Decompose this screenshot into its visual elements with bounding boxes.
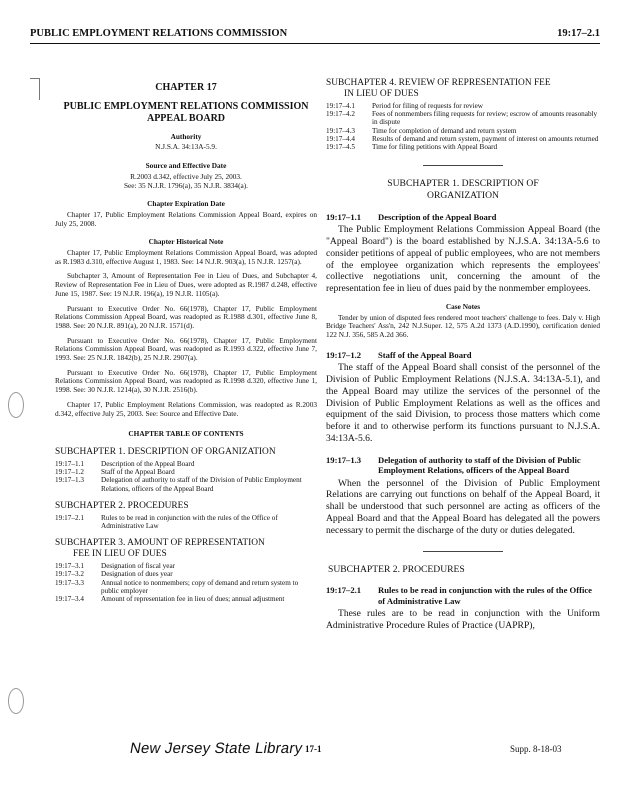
toc-subchapter-heading-cont: IN LIEU OF DUES bbox=[344, 89, 419, 99]
toc-list bbox=[55, 514, 317, 530]
case-notes-text: Tender by union of disputed fees rendered moot teachers' challenge to fees. Daly v. High Bridge Teachers' Ass'n, 242 N.J.Super. 12, 575 A.2d 1373 (A.D.1990), certification denied 122 N.J. 356, 585 A.2d 366. bbox=[326, 312, 600, 340]
header-title: PUBLIC EMPLOYMENT RELATIONS COMMISSION bbox=[30, 28, 288, 39]
toc-title: Amount of representation fee in lieu of dues; annual adjustment bbox=[101, 595, 285, 604]
scan-mark bbox=[30, 78, 40, 100]
subchapter-title-cont: ORGANIZATION bbox=[427, 190, 499, 202]
section-number: 19:17–1.3 bbox=[326, 454, 362, 465]
historical-note: Pursuant to Executive Order No. 66(1978), Chapter 17, Public Employment Relations Commission Appeal Board, was readopted as R.1988 d.301, effective June 8, 1988. See: 20 N.J.R. 891(a), 20 N.J.R. 1571(d). bbox=[55, 303, 317, 330]
toc-title: Results of demand and return system, payment of interest on amounts returned bbox=[372, 134, 599, 143]
left-column bbox=[55, 72, 317, 603]
toc-entry bbox=[326, 135, 600, 143]
expiration-heading: Chapter Expiration Date bbox=[147, 199, 225, 209]
section-heading bbox=[326, 212, 600, 222]
toc-entry bbox=[326, 102, 600, 110]
toc-subchapter-heading: SUBCHAPTER 2. PROCEDURES bbox=[55, 500, 189, 511]
chapter-title: PUBLIC EMPLOYMENT RELATIONS COMMISSION APPEAL BOARD bbox=[63, 100, 309, 124]
toc-number: 19:17–2.1 bbox=[55, 513, 84, 522]
toc-number: 19:17–3.4 bbox=[55, 595, 84, 604]
authority-heading: Authority bbox=[170, 131, 202, 141]
authority-text: N.J.S.A. 34:13A-5.9. bbox=[155, 142, 217, 152]
toc-entry bbox=[55, 570, 317, 578]
section-heading bbox=[326, 350, 600, 360]
toc-number: 19:17–3.1 bbox=[55, 562, 84, 571]
toc-title: Time for completion of demand and return system bbox=[372, 126, 517, 135]
header-section-number: 19:17–2.1 bbox=[557, 28, 600, 39]
section-body: When the personnel of the Division of Public Employment Relations are carrying out functions on behalf of the Appeal Board, it shall be understood that such personnel are acting as officers of the Appeal Board and that the Appeal Board has delegated all the powers necessary to permit the discharge of the duty or duties delegated. bbox=[326, 477, 600, 536]
chapter-number: CHAPTER 17 bbox=[155, 82, 217, 93]
source-heading: Source and Effective Date bbox=[145, 161, 227, 171]
toc-entry bbox=[55, 468, 317, 476]
toc-entry bbox=[55, 562, 317, 570]
section-number: 19:17–1.1 bbox=[326, 211, 362, 222]
toc-number: 19:17–1.3 bbox=[55, 476, 84, 485]
toc-subchapter-heading-cont: FEE IN LIEU OF DUES bbox=[73, 549, 167, 560]
toc-title: Time for filing petitions with Appeal Board bbox=[372, 143, 498, 152]
section-divider bbox=[423, 551, 503, 552]
case-notes-heading: Case Notes bbox=[445, 302, 481, 311]
historical-note: Subchapter 3, Amount of Representation Fee in Lieu of Dues, and Subchapter 4, Review of Representation Fee in Lieu of Dues, were adopted as R.1987 d.248, effective June 15, 1987. See: 19 N.J.R. 196(a), 19 N.J.R. 1105(a). bbox=[55, 271, 317, 298]
page-number: 17-1 bbox=[305, 744, 322, 754]
toc-title: Designation of fiscal year bbox=[101, 562, 176, 571]
toc-entry bbox=[55, 514, 317, 530]
section-heading bbox=[326, 455, 600, 476]
toc-title: Annual notice to nonmembers; copy of demand and return system to public employer bbox=[101, 578, 299, 595]
toc-subchapter-heading: SUBCHAPTER 3. AMOUNT OF REPRESENTATION bbox=[55, 538, 265, 549]
toc-entry bbox=[55, 460, 317, 468]
toc-entry bbox=[326, 143, 600, 151]
toc-title: Staff of the Appeal Board bbox=[101, 468, 175, 477]
toc-title: Fees of nonmembers filing requests for review; escrow of amounts reasonably in dispute bbox=[372, 110, 598, 127]
toc-number: 19:17–3.3 bbox=[55, 578, 84, 587]
source-text: R.2003 d.342, effective July 25, 2003. bbox=[130, 171, 242, 181]
section-number: 19:17–2.1 bbox=[326, 585, 362, 596]
binding-hole bbox=[8, 392, 24, 418]
library-stamp: New Jersey State Library bbox=[128, 740, 304, 757]
toc-heading: CHAPTER TABLE OF CONTENTS bbox=[128, 429, 244, 439]
toc-number: 19:17–4.2 bbox=[326, 110, 355, 119]
historical-note: Chapter 17, Public Employment Relations Commission, was readopted as R.2003 d.342, effective July 25, 2003. See: Source and Effective Date. bbox=[55, 399, 317, 418]
toc-title: Rules to be read in conjunction with the rules of the Office of Administrative Law bbox=[101, 513, 278, 530]
section-body: These rules are to be read in conjunction with the Uniform Administrative Procedure Rules of Practice (UAPRP), bbox=[326, 608, 600, 631]
section-title: Description of the Appeal Board bbox=[378, 211, 497, 222]
running-header bbox=[30, 28, 600, 44]
toc-number: 19:17–1.1 bbox=[55, 459, 84, 468]
toc-number: 19:17–4.3 bbox=[326, 126, 355, 135]
toc-number: 19:17–4.1 bbox=[326, 102, 355, 110]
toc-list bbox=[55, 562, 317, 603]
section-heading bbox=[326, 585, 600, 606]
section-body: The staff of the Appeal Board shall consist of the personnel of the Division of Public Employment Relations (N.J.S.A. 34:13A-5.1), and the Appeal Board may utilize the services of the personnel of the Division of Public Employment Relations as well as the offices and equipment of the said Division, to process those matters which come before it and to otherwise perform its functions pursuant to N.J.S.A. 34:13A-5.6. bbox=[326, 362, 600, 444]
toc-list bbox=[55, 460, 317, 493]
binding-hole bbox=[8, 688, 24, 714]
section-title: Delegation of authority to staff of the Division of Public Employment Relations, officers of the Appeal Board bbox=[378, 454, 581, 476]
toc-subchapter-heading: SUBCHAPTER 4. REVIEW OF REPRESENTATION FEE bbox=[326, 78, 551, 88]
toc-number: 19:17–4.4 bbox=[326, 134, 355, 143]
page-footer bbox=[0, 740, 621, 770]
historical-note-heading: Chapter Historical Note bbox=[148, 237, 224, 247]
section-body: The Public Employment Relations Commission Appeal Board (the "Appeal Board") is the board established by N.J.S.A. 34:13A-5.6 to consider petitions of appeal of public employees, who are not members of the employee organization which represents the employees' collective negotiations unit, concerning the amount of the representation fee in lieu of dues paid by the nonmember employees. bbox=[326, 224, 600, 295]
toc-title: Description of the Appeal Board bbox=[101, 459, 195, 468]
toc-entry bbox=[326, 110, 600, 126]
toc-entry bbox=[55, 476, 317, 492]
toc-list bbox=[326, 102, 600, 151]
source-text: See: 35 N.J.R. 1796(a), 35 N.J.R. 3834(a). bbox=[123, 180, 249, 190]
toc-entry bbox=[326, 127, 600, 135]
toc-title: Designation of dues year bbox=[101, 570, 173, 579]
toc-title: Delegation of authority to staff of the Division of Public Employment Relations, officers of the Appeal Board bbox=[101, 476, 302, 493]
subchapter-title: SUBCHAPTER 2. PROCEDURES bbox=[328, 563, 465, 575]
historical-note: Chapter 17, Public Employment Relations Commission Appeal Board, was adopted as R.1983 d.310, effective August 1, 1983. See: 14 N.J.R. 903(a), 15 N.J.R. 1257(a). bbox=[55, 248, 317, 266]
toc-number: 19:17–1.2 bbox=[55, 468, 84, 477]
subchapter-title: SUBCHAPTER 1. DESCRIPTION OF bbox=[387, 178, 539, 190]
toc-title: Period for filing of requests for review bbox=[372, 102, 483, 110]
section-title: Rules to be read in conjunction with the rules of the Office of Administrative Law bbox=[378, 585, 592, 606]
section-title: Staff of the Appeal Board bbox=[378, 349, 472, 360]
toc-entry bbox=[55, 595, 317, 603]
section-divider bbox=[423, 165, 503, 166]
toc-entry bbox=[55, 579, 317, 595]
expiration-text: Chapter 17, Public Employment Relations Commission Appeal Board, expires on July 25, 2008. bbox=[55, 209, 317, 228]
historical-note: Pursuant to Executive Order No. 66(1978), Chapter 17, Public Employment Relations Commission Appeal Board, was readopted as R.1993 d.322, effective June 7, 1993. See: 25 N.J.R. 1842(b), 25 N.J.R. 2907(a). bbox=[55, 335, 317, 363]
right-column bbox=[326, 72, 600, 632]
historical-note: Pursuant to Executive Order No. 66(1978), Chapter 17, Public Employment Relations Commission Appeal Board, was readopted as R.1998 d.320, effective June 1, 1998. See: 30 N.J.R. 1214(a), 30 N.J.R. 2516(b). bbox=[55, 367, 317, 395]
toc-subchapter-heading: SUBCHAPTER 1. DESCRIPTION OF ORGANIZATION bbox=[55, 446, 276, 457]
section-number: 19:17–1.2 bbox=[326, 349, 362, 360]
toc-number: 19:17–4.5 bbox=[326, 143, 355, 152]
toc-number: 19:17–3.2 bbox=[55, 570, 84, 579]
supplement-date: Supp. 8-18-03 bbox=[510, 744, 562, 754]
